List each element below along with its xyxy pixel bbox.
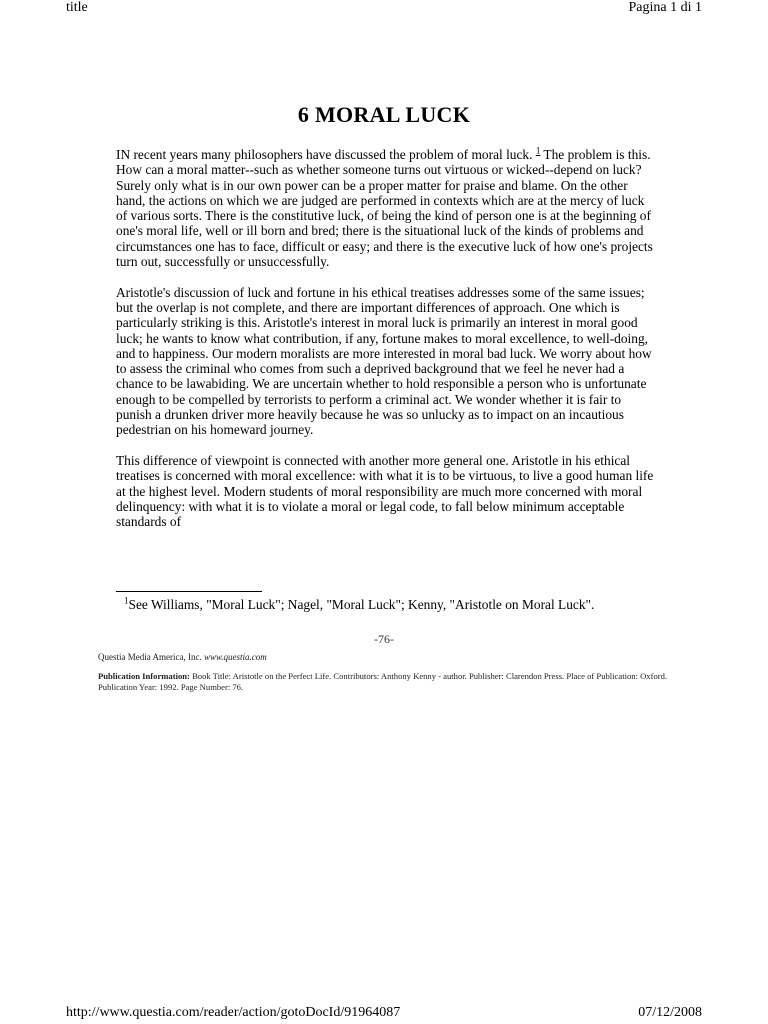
publication-info-label: Publication Information: — [98, 671, 190, 681]
paragraph-1 — [116, 147, 656, 269]
page-number: -76- — [374, 632, 394, 646]
paragraph-1-rest: The problem is this. How can a moral matter--such as whether someone turns out virtuous or wicked--depend on luck? Surely only what is in our own power can be a proper matter for praise and blame. On the other hand, the actions on which we are judged are performed in contexts which are at the mercy of luck of various sorts. There is the constitutive luck, of being the kind of person one is at the beginning of one's moral life, well or ill born and bred; there is the situational luck of the kinds of problems and circumstances one has to face, difficult or easy; and there is the executive luck of how one's projects turn out, successfully or unsuccessfully. — [116, 147, 653, 270]
header-title: title — [66, 0, 88, 15]
paragraph-2: Aristotle's discussion of luck and fortune in his ethical treatises addresses some of the same issues; but the overlap is not complete, and there are important differences of approach. One which is particularly striking is this. Aristotle's interest in moral luck is primarily an interest in moral good luck; he wants to know what contribution, if any, fortune makes to moral excellence, to well-doing, and to happiness. Our modern moralists are more interested in moral bad luck. We worry about how to assess the criminal who comes from such a deprived background that we feel he never had a chance to be lawabiding. We are uncertain whether to hold responsible a person who is unfortunate enough to be compelled by terrorists to perform a criminal act. We wonder whether it is fair to punish a drunken driver more heavily because he was so unlucky as to impact on an incautious pedestrian on his homeward journey. — [116, 284, 652, 438]
paragraph-1-start: IN recent years many philosophers have discussed the problem of moral luck. — [116, 147, 536, 162]
publication-info — [98, 671, 668, 692]
footnote-number: 1 — [124, 595, 129, 606]
publisher-line — [98, 652, 267, 662]
footnote-text: See Williams, "Moral Luck"; Nagel, "Moral Luck"; Kenny, "Aristotle on Moral Luck". — [128, 597, 595, 612]
publisher-site-link[interactable]: www.questia.com — [203, 652, 267, 662]
publication-info-text: Book Title: Aristotle on the Perfect Life. Contributors: Anthony Kenny - author. Publisher: Clarendon Press. Place of Publication: Oxford. Publication Year: 1992. Page Number: 76. — [98, 671, 668, 692]
footnote-link[interactable]: 1 — [535, 145, 541, 156]
body-text — [116, 147, 656, 545]
footer-url[interactable]: http://www.questia.com/reader/action/gotoDocId/91964087 — [66, 1005, 401, 1020]
header-page-count: Pagina 1 di 1 — [628, 0, 702, 15]
publisher-name: Questia Media America, Inc. — [98, 652, 204, 662]
footnote-divider — [116, 591, 262, 592]
chapter-title: 6 MORAL LUCK — [297, 102, 471, 127]
footnote — [124, 597, 594, 613]
footer-date: 07/12/2008 — [638, 1005, 702, 1020]
paragraph-3: This difference of viewpoint is connected with another more general one. Aristotle in his ethical treatises is concerned with moral excellence: with what it is to be virtuous, to live a good human life at the highest level. Modern students of moral responsibility are much more concerned with moral delinquency: with what it is to violate a moral or legal code, to fall below minimum acceptable standards of — [116, 452, 654, 530]
